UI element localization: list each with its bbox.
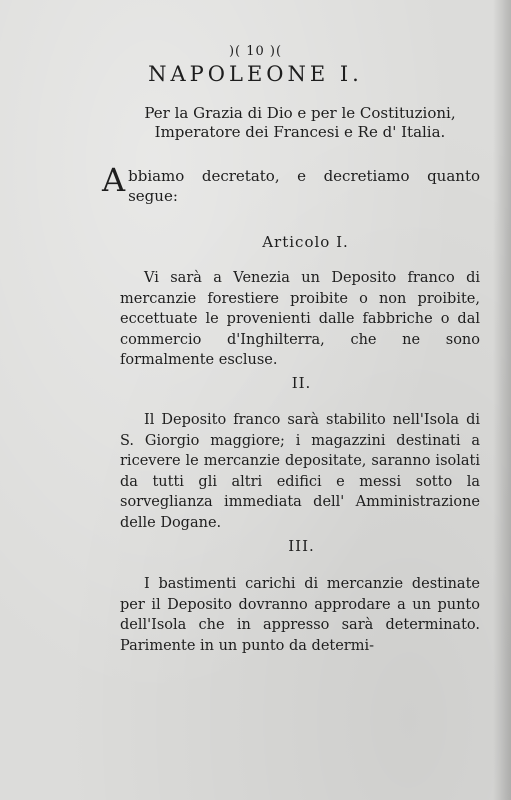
- article-heading-2: II.: [291, 374, 312, 392]
- article-heading-3: III.: [288, 537, 315, 555]
- article-text-1: Vi sarà a Venezia un Deposito franco di mercanzie forestiere proibite o non proibite, eccettuate le provenienti dalle fabbriche o dal commercio d'Inghilterra, che ne sono formalmente escluse.: [120, 270, 480, 368]
- page-number: )( 10 )(: [228, 44, 283, 59]
- subtitle-line-1: Per la Grazia di Dio e per le Costituzioni,: [144, 104, 456, 122]
- decree-text: bbiamo decretato, e decretiamo quanto segue:: [128, 167, 480, 205]
- drop-cap: A: [102, 161, 126, 199]
- page-title: NAPOLEONE I.: [148, 62, 363, 86]
- decree-intro: [102, 161, 480, 206]
- subtitle-line-2: Imperatore dei Francesi e Re d' Italia.: [154, 123, 446, 141]
- article-text-2: Il Deposito franco sarà stabilito nell'Isola di S. Giorgio maggiore; i magazzini destinati a ricevere le mercanzie depositate, saranno isolati da tutti gli altri edifici e messi sotto la sorveglianza immediata dell' Amministrazione delle Dogane.: [120, 412, 480, 531]
- article-heading-1: Articolo I.: [262, 233, 349, 251]
- page-gutter-shadow: [493, 0, 511, 800]
- article-text-3: I bastimenti carichi di mercanzie destinate per il Deposito dovranno approdare a un punto dell'Isola che in appresso sarà determinato. Parimente in un punto da determi-: [120, 576, 480, 654]
